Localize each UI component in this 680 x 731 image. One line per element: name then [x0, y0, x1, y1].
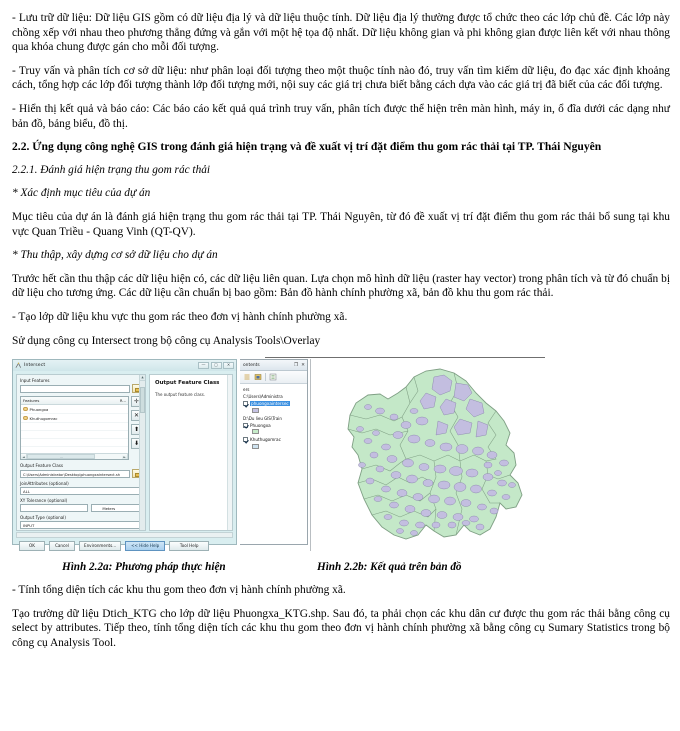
- output-feature-class-input[interactable]: C:\Users\Administrator\Desktop\phuongxaintersect.sh: [20, 470, 130, 478]
- output-type-label: Output Type (optional): [20, 515, 67, 521]
- remove-feature-button[interactable]: ✕: [131, 410, 142, 421]
- dialog-window-buttons: [198, 362, 234, 369]
- ok-button[interactable]: OK: [19, 541, 45, 551]
- toc-toolbar: [240, 371, 307, 384]
- output-type-combo[interactable]: INPUT: [20, 521, 142, 529]
- toc-title-bar: [240, 360, 307, 371]
- paragraph-query-analysis: - Truy vấn và phân tích cơ sở dữ liệu: như phân loại đối tượng theo một thuộc tính nào đó, truy vấn tìm kiếm dữ liệu, đo đạc xác định khoảng cách, tổng hợp các lớp đối tượng thành lớp đối tượng mới, nội suy các giá trị chưa biết bằng cách dựa vào các giá trị đã biết của các đối tượng.: [12, 64, 670, 92]
- scroll-thumb[interactable]: ⋯: [27, 454, 95, 459]
- move-up-button[interactable]: ⬆: [131, 424, 142, 435]
- features-column-name: Features: [23, 398, 40, 404]
- output-feature-class-label: Output Feature Class: [20, 463, 64, 469]
- paragraph-storage: - Lưu trữ dữ liệu: Dữ liệu GIS gồm có dữ liệu địa lý và dữ liệu thuộc tính. Dữ liệu địa lý thường được tổ chức theo các lớp chủ đề. Các lớp này chồng xếp với nhau theo phương thẳng đứng và gắn với một hệ tọa độ nhất. Dữ liệu không gian và phi không gian được liên kết với nhau thông qua khóa chung được gán cho mỗi đối tượng.: [12, 12, 670, 54]
- join-attributes-label: JoinAttributes (optional): [20, 481, 69, 487]
- form-vertical-scrollbar[interactable]: [139, 375, 145, 530]
- section-heading-2-2: 2.2. Ứng dụng công nghệ GIS trong đánh giá hiện trạng và đề xuất vị trí đặt điểm thu gom rác thải tại TP. Thái Nguyên: [12, 140, 602, 154]
- layer-name: Khuthugomrac: [250, 437, 281, 443]
- toc-layer-phuongxa[interactable]: [243, 423, 305, 428]
- administrative-map[interactable]: [310, 359, 545, 551]
- caption-hinh-2-2a: Hình 2.2a: Phương pháp thực hiện: [62, 561, 226, 574]
- figure-row: [12, 357, 670, 553]
- list-by-source-icon[interactable]: [254, 373, 262, 381]
- table-of-contents-panel: [240, 359, 308, 545]
- features-list-header: [21, 397, 128, 405]
- xy-tolerance-row: [20, 504, 142, 512]
- list-item[interactable]: [21, 405, 128, 414]
- output-feature-class-row: [20, 469, 142, 478]
- join-attributes-combo[interactable]: ALL: [20, 487, 142, 495]
- maximize-icon[interactable]: ◻: [211, 362, 222, 369]
- environments-button[interactable]: Environments...: [79, 541, 121, 551]
- help-panel: [149, 374, 233, 531]
- scroll-right-icon[interactable]: ►: [122, 454, 128, 459]
- features-column-rank: R...: [119, 398, 126, 404]
- toc-layers-root-label: ers: [243, 387, 250, 393]
- paragraph-create-layer: - Tạo lớp dữ liệu khu vực thu gom rác theo đơn vị hành chính phường xã.: [12, 310, 348, 323]
- list-item[interactable]: [21, 414, 128, 423]
- figure-captions: [12, 561, 670, 583]
- feature-name: Phuongxa: [29, 406, 49, 412]
- scroll-thumb[interactable]: [140, 387, 145, 413]
- toc-layer-khuthugomrac[interactable]: [243, 437, 305, 442]
- input-features-label: Input Features: [20, 378, 50, 384]
- help-text: The output feature class.: [155, 391, 206, 397]
- layer-symbol-swatch[interactable]: [252, 429, 259, 434]
- list-by-visibility-icon[interactable]: [269, 373, 277, 381]
- xy-tolerance-input[interactable]: [20, 504, 88, 512]
- polygon-layer-icon: [23, 416, 28, 421]
- cancel-button[interactable]: Cancel: [49, 541, 75, 551]
- map-left-border: [310, 359, 311, 551]
- xy-tolerance-unit-combo[interactable]: Meters: [91, 504, 142, 512]
- intersect-form: [16, 374, 146, 531]
- tool-help-button[interactable]: Tool Help: [169, 541, 209, 551]
- dialog-button-bar: [13, 538, 236, 551]
- scroll-track[interactable]: [27, 454, 122, 459]
- paragraph-data-collection: Trước hết cần thu thập các dữ liệu hiện có, các dữ liệu liên quan. Lựa chọn mô hình dữ liệu (raster hay vector) trong phân tích và từ đó chuẩn bị dữ liệu cho tương ứng. Các dữ liệu cần chuẩn bị bao gồm: Bản đồ hành chính phường xã, bản đồ khu thu gom rác thải.: [12, 272, 670, 300]
- help-title: Output Feature Class: [155, 380, 220, 387]
- restore-icon[interactable]: ❐: [294, 362, 299, 368]
- features-list[interactable]: [20, 396, 129, 460]
- paragraph-objective: Mục tiêu của dự án là đánh giá hiện trạng thu gom rác thải tại TP. Thái Nguyên, từ đó đề xuất vị trí đặt điểm thu gom rác thải bổ sung tại khu vực Quan Triều - Quang Vinh (QT-QV).: [12, 210, 670, 238]
- scroll-up-icon[interactable]: ▲: [141, 375, 144, 380]
- list-empty-row: [21, 423, 128, 431]
- minimize-icon[interactable]: —: [198, 362, 209, 369]
- layer-visibility-checkbox[interactable]: [243, 401, 248, 406]
- layer-symbol-swatch[interactable]: [252, 444, 259, 449]
- intersect-tool-icon: [15, 362, 22, 369]
- toc-content: [240, 384, 307, 449]
- paragraph-create-field: Tạo trường dữ liệu Dtich_KTG cho lớp dữ liệu Phuongxa_KTG.shp. Sau đó, ta phải chọn các khu dân cư được thu gom rác thải bằng công cụ select by attributes. Tiếp theo, tính tổng diện tích các khu thu gom theo đơn vị hành chính phường xã bằng công cụ Sumary Statistics trong bộ công cụ Analysis Tool.: [12, 607, 670, 649]
- scroll-left-icon[interactable]: ◄: [21, 454, 27, 459]
- map-figure: [240, 357, 545, 551]
- document-page: [0, 11, 680, 731]
- toc-window-controls: [294, 363, 305, 368]
- list-empty-row: [21, 439, 128, 447]
- paragraph-total-area: - Tính tổng diện tích các khu thu gom theo đơn vị hành chính phường xã.: [12, 584, 346, 597]
- features-horizontal-scrollbar[interactable]: [21, 453, 128, 459]
- close-icon[interactable]: ✕: [301, 362, 305, 368]
- paragraph-intersect-tool: Sử dụng công cụ Intersect trong bộ công cụ Analysis Tools\Overlay: [12, 334, 321, 347]
- toolbar-separator: [265, 373, 266, 381]
- second-data-path: D:\Du lieu GIS\Train: [243, 415, 282, 421]
- help-scrollbar[interactable]: [227, 375, 232, 530]
- figure-top-rule: [265, 357, 545, 358]
- move-down-button[interactable]: ⬇: [131, 438, 142, 449]
- dialog-title: Intersect: [24, 363, 46, 369]
- layer-name: phuongxaintersec: [251, 401, 289, 407]
- hide-help-button[interactable]: << Hide Help: [125, 541, 165, 551]
- map-canvas[interactable]: [310, 359, 545, 551]
- subsection-heading-2-2-1: 2.2.1. Đánh giá hiện trạng thu gom rác thải: [12, 163, 211, 176]
- star-heading-data-collection: * Thu thập, xây dựng cơ sở dữ liệu cho dự án: [12, 249, 218, 262]
- star-heading-objective: * Xác định mục tiêu của dự án: [12, 187, 151, 200]
- add-feature-button[interactable]: ✛: [131, 396, 142, 407]
- dialog-body: [13, 371, 236, 531]
- intersect-dialog: [12, 359, 237, 549]
- layer-name: Phuongxa: [250, 422, 271, 428]
- features-area: [20, 396, 142, 460]
- layer-visibility-checkbox[interactable]: [243, 437, 248, 442]
- caption-hinh-2-2b: Hình 2.2b: Kết quả trên bản đồ: [317, 561, 462, 574]
- layer-visibility-checkbox[interactable]: [243, 423, 248, 428]
- data-frame-path: C:\Users\Administra: [243, 394, 283, 400]
- input-features-row: [20, 384, 142, 393]
- toc-layer-phuongxaintersect[interactable]: [243, 401, 305, 406]
- list-by-drawing-order-icon[interactable]: [243, 373, 251, 381]
- feature-name: Khuthugomrac: [29, 415, 58, 421]
- list-empty-row: [21, 431, 128, 439]
- layer-symbol-swatch[interactable]: [252, 408, 259, 413]
- toc-title: ontents: [243, 362, 260, 368]
- polygon-layer-icon: [23, 407, 28, 412]
- input-features-combo[interactable]: [20, 385, 130, 393]
- xy-tolerance-label: XY Tolerance (optional): [20, 498, 68, 504]
- paragraph-display-report: - Hiển thị kết quả và báo cáo: Các báo cáo kết quả quá trình truy vấn, phân tích được thể hiện trên màn hình, máy in, ổ đĩa dưới các dạng như bản đồ, bảng biểu, đồ thị.: [12, 102, 670, 130]
- close-icon[interactable]: ✕: [223, 362, 234, 369]
- dialog-title-bar: [13, 360, 236, 371]
